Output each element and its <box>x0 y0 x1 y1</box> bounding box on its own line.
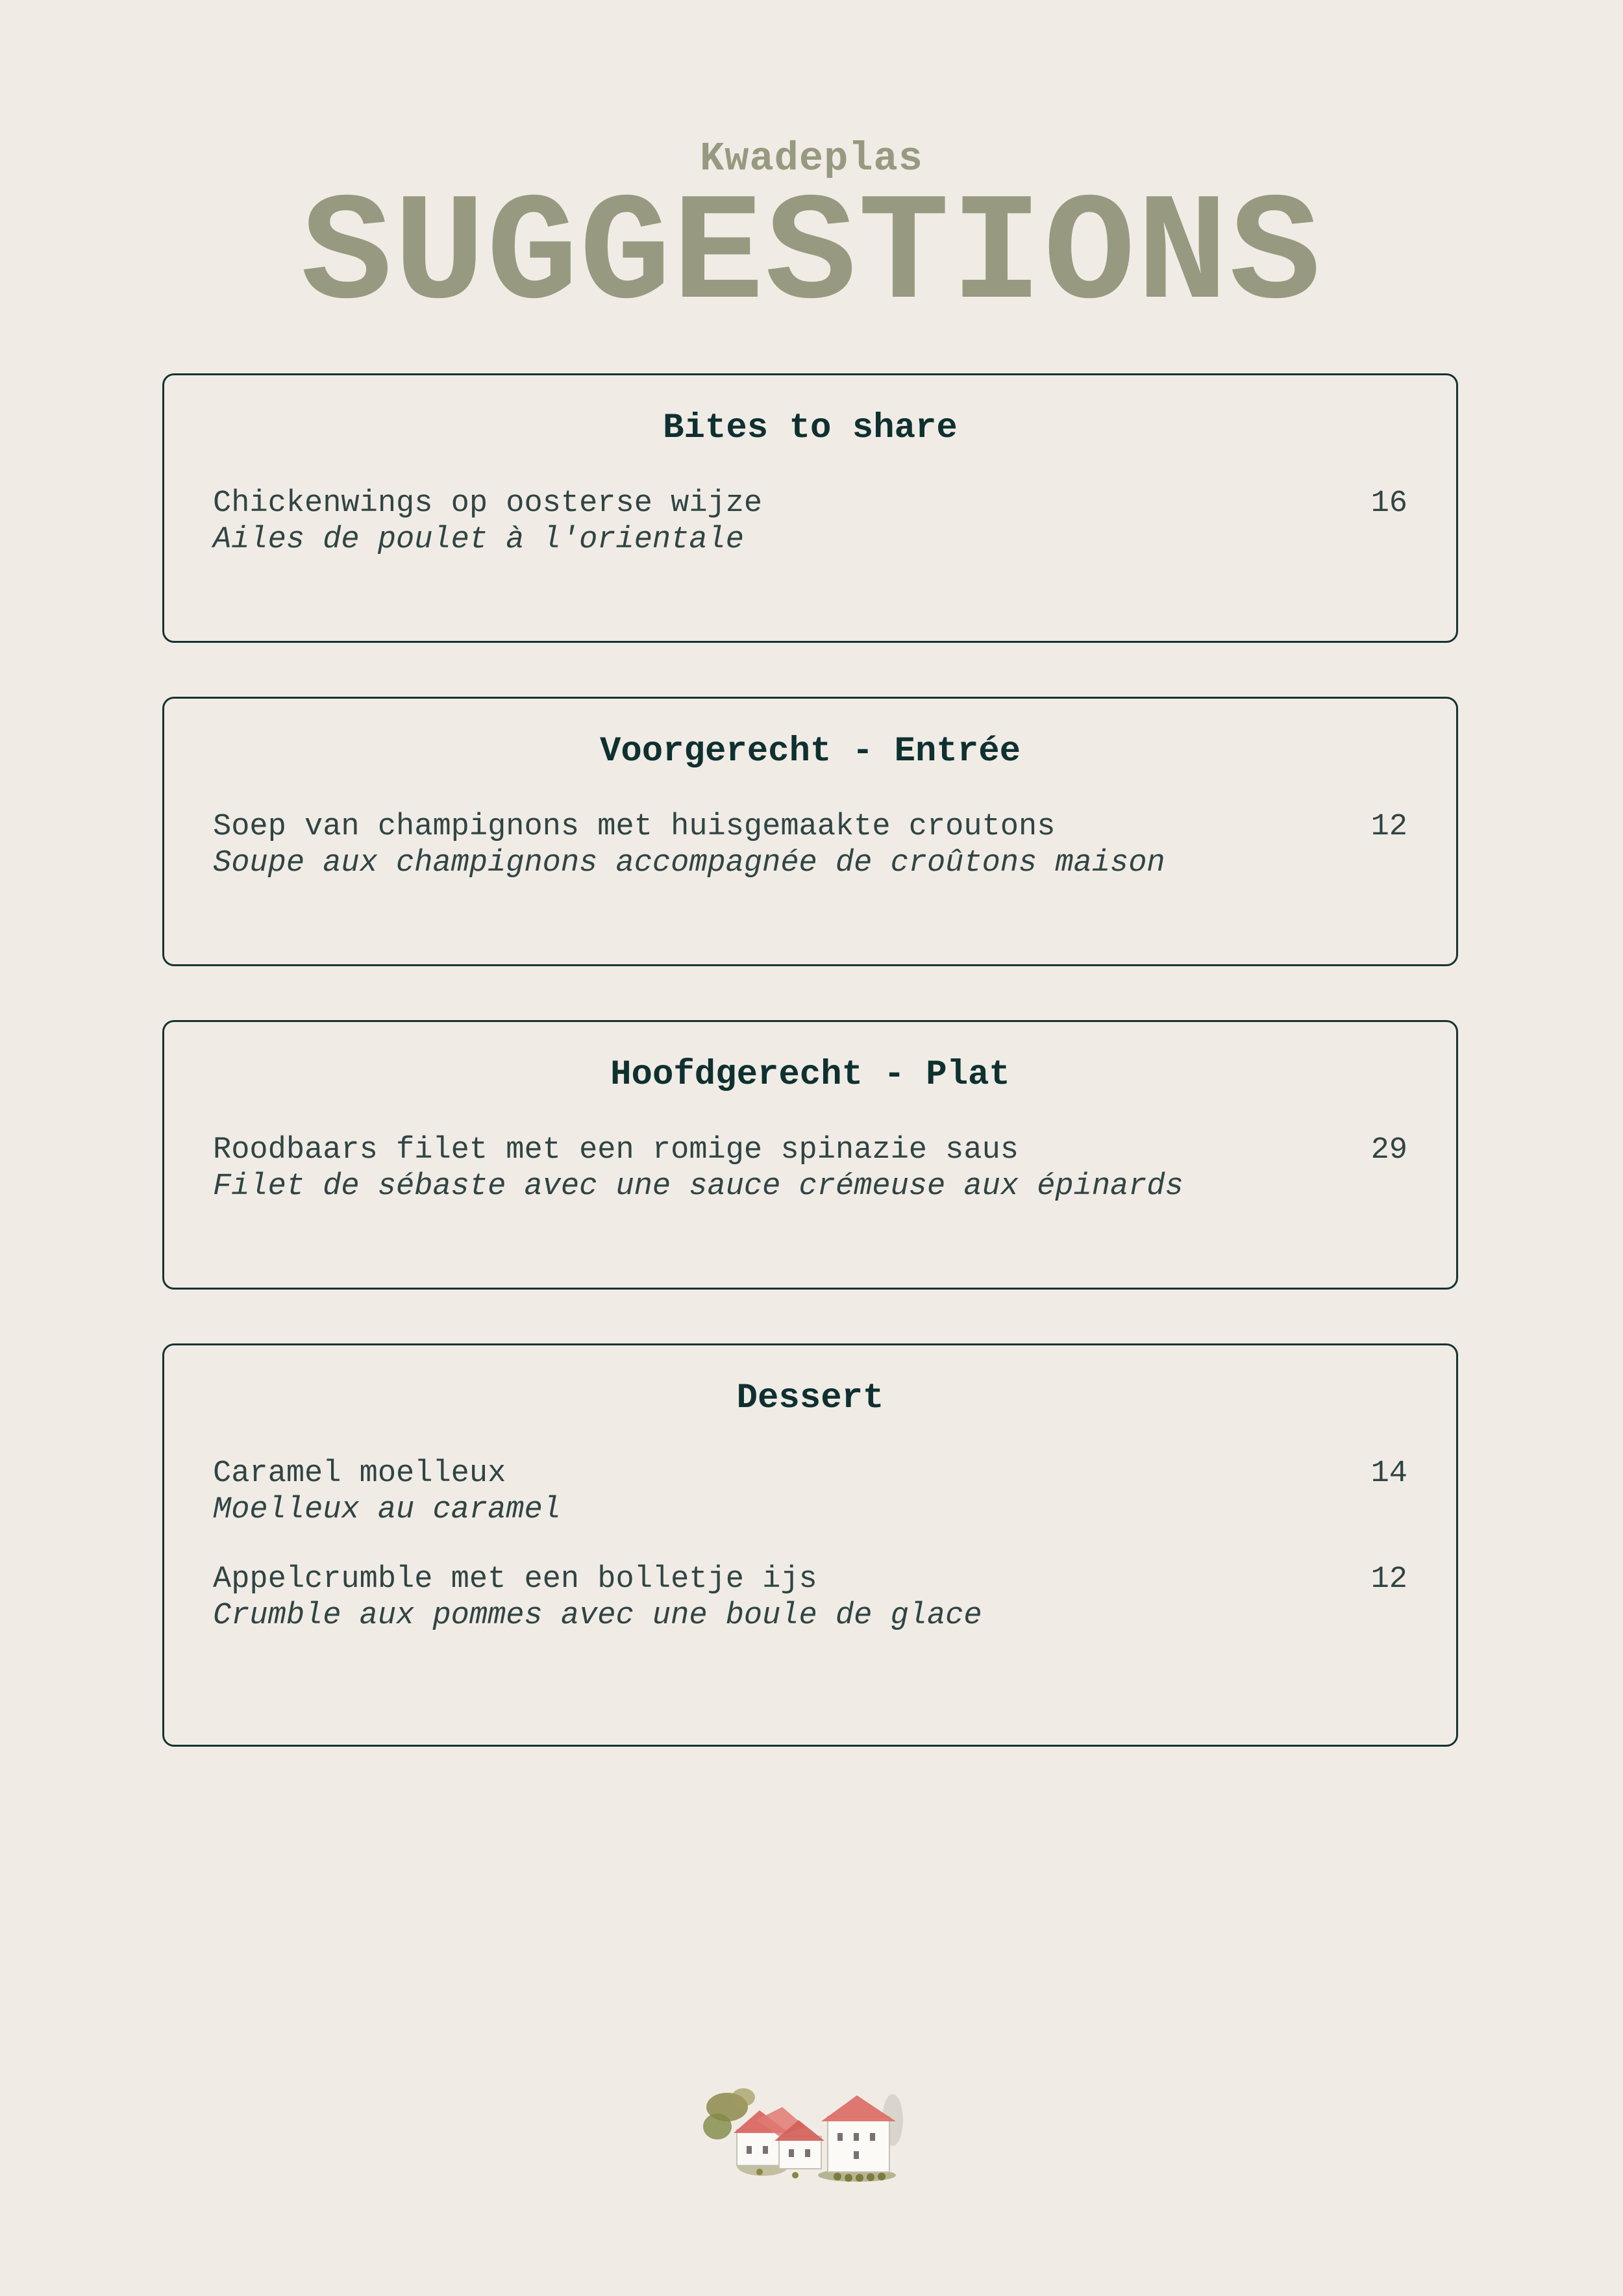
section-voorgerecht <box>162 697 1458 966</box>
section-title: Voorgerecht - Entrée <box>599 732 1021 771</box>
section-title: Bites to share <box>663 408 958 448</box>
section-hoofdgerecht <box>162 1020 1458 1290</box>
item-translation: Filet de sébaste avec une sauce crémeuse aux épinards <box>213 1169 1183 1204</box>
menu-header <box>0 133 1623 343</box>
menu-item <box>213 1562 1407 1634</box>
menu-item <box>213 809 1407 882</box>
page-title: SUGGESTIONS <box>301 169 1322 343</box>
section-title: Dessert <box>736 1379 884 1418</box>
item-translation: Moelleux au caramel <box>213 1493 561 1527</box>
item-name: Soep van champignons met huisgemaakte croutons <box>213 810 1056 844</box>
item-price: 12 <box>1370 1562 1407 1597</box>
item-price: 14 <box>1370 1456 1407 1491</box>
item-translation: Crumble aux pommes avec une boule de glace <box>213 1599 982 1633</box>
houses-illustration-icon <box>698 2081 925 2188</box>
item-translation: Soupe aux champignons accompagnée de croûtons maison <box>213 846 1165 880</box>
item-translation: Ailes de poulet à l'orientale <box>213 523 744 557</box>
section-title: Hoofdgerecht - Plat <box>610 1055 1010 1095</box>
item-name: Appelcrumble met een bolletje ijs <box>213 1562 817 1597</box>
item-price: 16 <box>1370 486 1407 521</box>
item-name: Roodbaars filet met een romige spinazie saus <box>213 1133 1019 1167</box>
restaurant-name: Kwadeplas <box>700 136 923 182</box>
item-name: Caramel moelleux <box>213 1456 506 1491</box>
item-name: Chickenwings op oosterse wijze <box>213 486 763 521</box>
item-price: 29 <box>1370 1133 1407 1167</box>
section-dessert <box>162 1343 1458 1747</box>
menu-item <box>213 486 1407 558</box>
item-price: 12 <box>1370 810 1407 844</box>
menu-item <box>213 1456 1407 1529</box>
section-bites-to-share <box>162 373 1458 643</box>
menu-item <box>213 1132 1407 1205</box>
